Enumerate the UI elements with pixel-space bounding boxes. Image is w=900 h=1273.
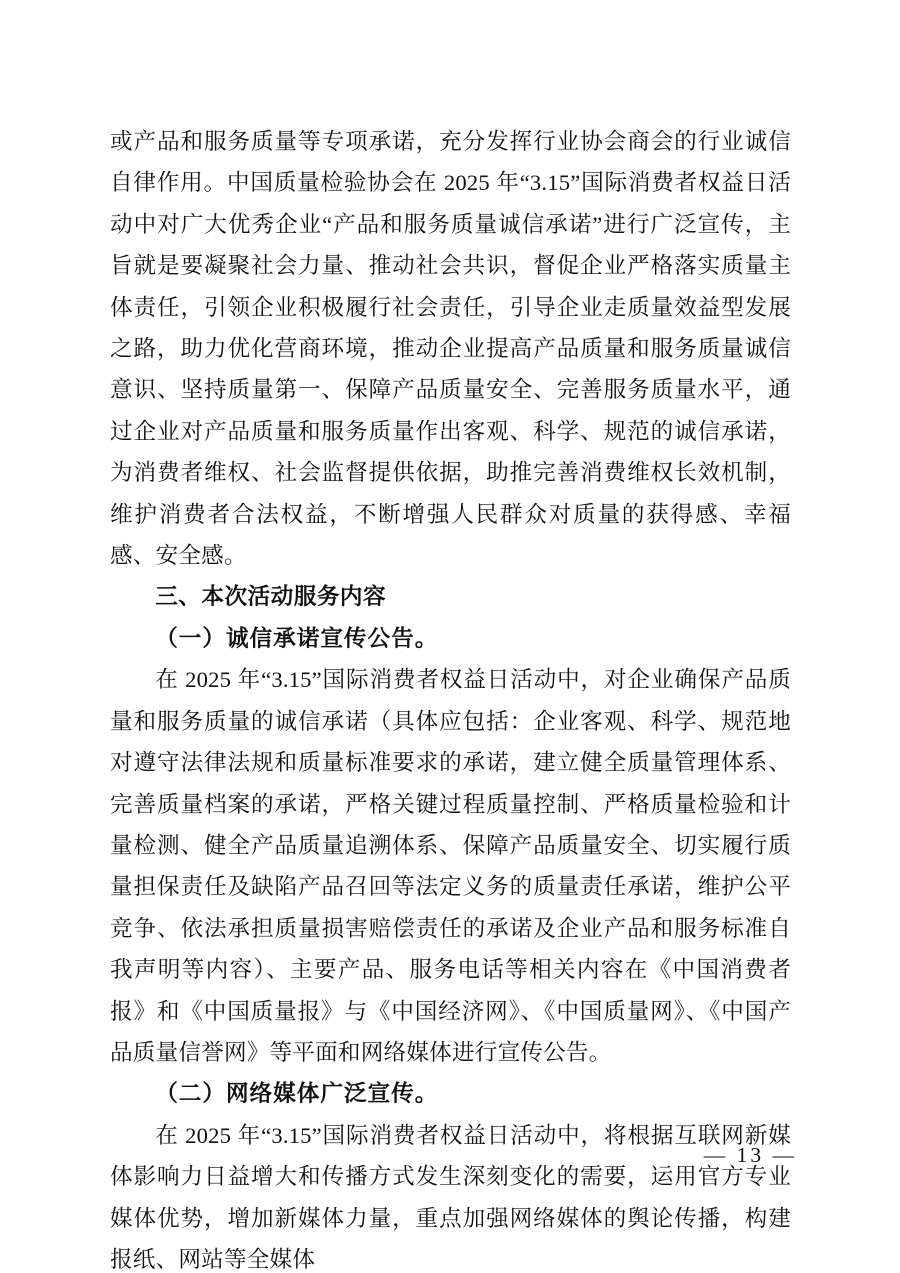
body-paragraph-continuation: 或产品和服务质量等专项承诺，充分发挥行业协会商会的行业诚信自律作用。中国质量检验协会在 2025 年“3.15”国际消费者权益日活动中对广大优秀企业“产品和服务质量诚信承诺”进行广泛宣传，主旨就是要凝聚社会力量、推动社会共识，督促企业严格落实质量主体责任，引领企业积极履行社会责任，引导企业走质量效益型发展之路，助力优化营商环境，推动企业提高产品质量和服务质量诚信意识、坚持质量第一、保障产品质量安全、完善服务质量水平，通过企业对产品质量和服务质量作出客观、科学、规范的诚信承诺，为消费者维权、社会监督提供依据，助推完善消费维权长效机制，维护消费者合法权益，不断增强人民群众对质量的获得感、幸福感、安全感。 bbox=[110, 129, 791, 569]
body-paragraph-honesty-pledge: 在 2025 年“3.15”国际消费者权益日活动中，对企业确保产品质量和服务质量的诚信承诺（具体应包括：企业客观、科学、规范地对遵守法律法规和质量标准要求的承诺，建立健全质量管理体系、完善质量档案的承诺，严格关键过程质量控制、严格质量检验和计量检测、健全产品质量追溯体系、保障产品质量安全、切实履行质量担保责任及缺陷产品召回等法定义务的质量责任承诺，维护公平竞争、依法承担质量损害赔偿责任的承诺及企业产品和服务标准自我声明等内容）、主要产品、服务电话等相关内容在《中国消费者报》和《中国质量报》与《中国经济网》、《中国质量网》、《中国产品质量信誉网》等平面和网络媒体进行宣传公告。 bbox=[110, 667, 791, 1065]
page-number: — 13 — bbox=[703, 1143, 797, 1167]
subsection-heading-one: （一）诚信承诺宣传公告。 bbox=[155, 625, 439, 651]
section-heading-three: 三、本次活动服务内容 bbox=[155, 584, 387, 610]
subsection-heading-two: （二）网络媒体广泛宣传。 bbox=[155, 1081, 439, 1107]
body-paragraph-network-media: 在 2025 年“3.15”国际消费者权益日活动中，将根据互联网新媒体影响力日益增大和传播方式发生深刻变化的需要，运用官方专业媒体优势，增加新媒体力量，重点加强网络媒体的舆论传播，构建报纸、网站等全媒体 bbox=[110, 1122, 791, 1272]
document-body bbox=[110, 121, 791, 1273]
